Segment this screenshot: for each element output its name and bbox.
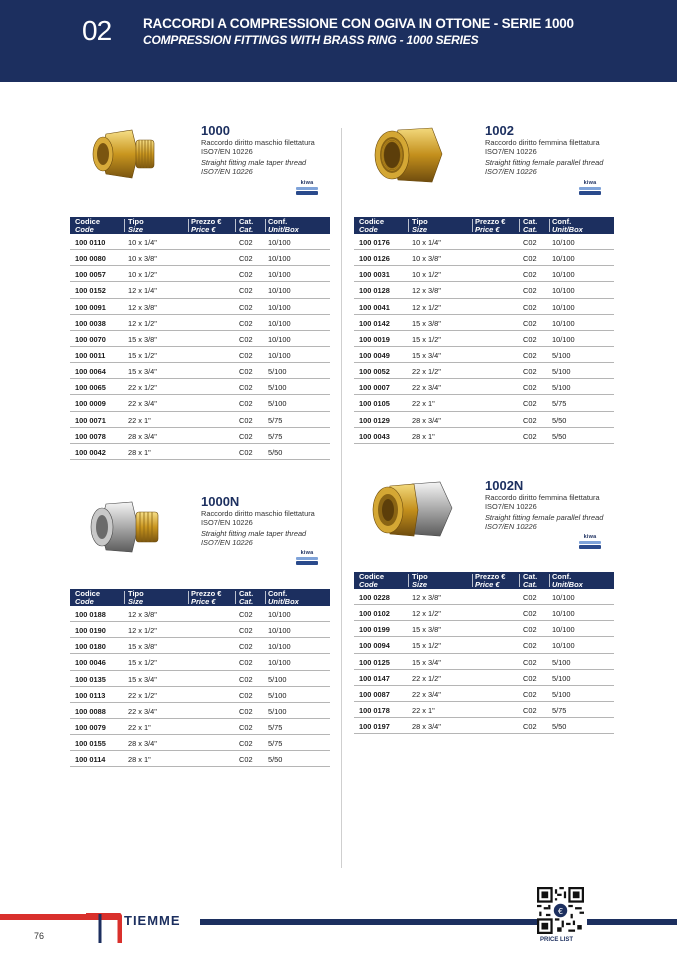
cell-code: 100 0007 [359,383,390,393]
cell-cat: C02 [523,705,537,715]
cell-size: 22 x 1" [412,705,435,715]
cell-size: 15 x 1/2" [412,334,441,344]
cell-code: 100 0070 [75,334,106,344]
cell-conf: 10/100 [552,593,575,602]
cell-conf: 10/100 [268,658,291,668]
cell-size: 15 x 1/2" [412,641,441,651]
table-row [70,444,330,460]
cell-conf: 5/50 [552,431,567,441]
kiwa-certification-logo: kiwa [579,534,601,550]
col-header-code: Codice Code [75,217,101,234]
cell-code: 100 0042 [75,447,106,457]
table-row [354,686,614,702]
cell-conf: 5/100 [552,689,571,699]
cell-size: 15 x 3/4" [412,350,441,360]
cell-code: 100 0147 [359,673,390,683]
cell-cat: C02 [239,286,253,296]
cell-size: 10 x 3/8" [128,254,157,264]
cell-code: 100 0049 [359,350,390,360]
cell-cat: C02 [239,755,253,765]
table-row [354,379,614,395]
cell-cat: C02 [523,399,537,409]
cell-conf: 10/100 [552,609,575,619]
table-row [354,299,614,315]
table-row [70,347,330,363]
cell-code: 100 0031 [359,270,390,280]
cell-cat: C02 [239,626,253,636]
cell-conf: 5/50 [552,722,567,732]
straight-male-fitting-image [86,124,158,184]
cell-code: 100 0142 [359,318,390,328]
cell-cat: C02 [523,334,537,344]
cell-cat: C02 [523,302,537,312]
cell-code: 100 0080 [75,254,106,264]
cell-conf: 10/100 [268,626,291,636]
cell-conf: 5/75 [268,739,283,749]
cell-cat: C02 [523,625,537,635]
cell-conf: 10/100 [268,642,291,652]
cell-code: 100 0113 [75,690,106,700]
product-description-it: Raccordo diritto maschio filettatura ISO7/EN 10226 [201,138,315,156]
col-header-cat: Cat. Cat. [239,217,254,234]
table-row [70,363,330,379]
cell-cat: C02 [239,674,253,684]
cell-cat: C02 [239,302,253,312]
cell-size: 28 x 1" [128,755,151,765]
tiemme-logo: TIEMME [124,913,181,928]
cell-size: 28 x 3/4" [412,415,441,425]
cell-cat: C02 [523,689,537,699]
cell-conf: 10/100 [268,286,291,296]
table-row [70,379,330,395]
cell-conf: 5/100 [552,657,571,667]
straight-female-fitting-image [368,124,450,186]
cell-code: 100 0135 [75,674,106,684]
cell-cat: C02 [523,593,537,602]
table-row [70,282,330,298]
cell-conf: 5/75 [268,415,283,425]
cell-cat: C02 [239,350,253,360]
cell-size: 10 x 1/2" [128,270,157,280]
cell-cat: C02 [239,642,253,652]
cell-code: 100 0091 [75,302,106,312]
cell-conf: 10/100 [268,318,291,328]
cell-size: 10 x 1/4" [128,238,157,247]
cell-cat: C02 [239,722,253,732]
table-row [70,428,330,444]
cell-cat: C02 [239,658,253,668]
product-table [354,572,614,734]
col-header-price: Prezzo € Price € [475,217,506,234]
cell-cat: C02 [523,415,537,425]
cell-code: 100 0129 [359,415,390,425]
table-row [354,589,614,605]
product-description-en: Straight fitting male taper thread ISO7/EN 10226 [201,158,307,176]
col-header-conf: Conf. Unit/Box [268,589,299,606]
product-code: 1002 [485,123,514,138]
table-row [70,606,330,622]
cell-cat: C02 [523,673,537,683]
table-header [70,217,330,234]
page-number: 76 [34,931,45,941]
cell-size: 22 x 1/2" [128,383,157,393]
product-description-it: Raccordo diritto femmina filettatura ISO7/EN 10226 [485,138,600,156]
cell-size: 15 x 3/4" [128,674,157,684]
cell-code: 100 0043 [359,431,390,441]
table-row [354,670,614,686]
table-row [70,250,330,266]
cell-conf: 10/100 [552,254,575,264]
cell-code: 100 0152 [75,286,106,296]
kiwa-certification-logo: kiwa [296,550,318,566]
table-row [354,654,614,670]
cell-cat: C02 [523,350,537,360]
cell-size: 22 x 1" [128,722,151,732]
cell-size: 12 x 1/2" [128,626,157,636]
table-row [354,718,614,734]
cell-size: 22 x 3/4" [128,706,157,716]
product-description-en: Straight fitting female parallel thread ISO7/EN 10226 [485,513,604,531]
col-header-conf: Conf. Unit/Box [268,217,299,234]
product-table [354,217,614,444]
svg-text:€: € [557,906,564,916]
cell-code: 100 0071 [75,415,106,425]
cell-cat: C02 [239,610,253,619]
cell-conf: 10/100 [268,610,291,619]
cell-size: 10 x 3/8" [412,254,441,264]
table-row [354,315,614,331]
cell-cat: C02 [239,690,253,700]
cell-cat: C02 [239,238,253,247]
cell-cat: C02 [523,367,537,377]
col-header-size: Tipo Size [412,572,428,589]
cell-cat: C02 [239,706,253,716]
cell-conf: 5/100 [268,690,287,700]
table-header [70,589,330,606]
table-row [354,621,614,637]
footer-navy-band [200,919,540,925]
cell-conf: 10/100 [268,254,291,264]
cell-size: 22 x 1/2" [128,690,157,700]
cell-cat: C02 [523,383,537,393]
col-header-cat: Cat. Cat. [523,217,538,234]
cell-size: 15 x 1/2" [128,658,157,668]
cell-cat: C02 [523,431,537,441]
col-header-price: Prezzo € Price € [475,572,506,589]
cell-code: 100 0178 [359,705,390,715]
table-row [70,395,330,411]
tiemme-logo-mark [86,913,122,943]
cell-cat: C02 [523,238,537,247]
table-row [70,638,330,654]
cell-code: 100 0064 [75,367,106,377]
cell-size: 22 x 3/4" [412,689,441,699]
cell-size: 12 x 1/2" [128,318,157,328]
table-row [354,395,614,411]
kiwa-certification-logo: kiwa [296,180,318,196]
cell-code: 100 0041 [359,302,390,312]
cell-code: 100 0011 [75,350,106,360]
table-row [70,654,330,670]
cell-size: 15 x 3/4" [412,657,441,667]
cell-cat: C02 [239,270,253,280]
cell-size: 22 x 1/2" [412,673,441,683]
col-header-conf: Conf. Unit/Box [552,217,583,234]
cell-size: 22 x 1" [128,415,151,425]
product-description-it: Raccordo diritto maschio filettatura ISO7/EN 10226 [201,509,315,527]
col-header-cat: Cat. Cat. [523,572,538,589]
table-header [354,217,614,234]
product-code: 1000N [201,494,240,509]
cell-code: 100 0105 [359,399,390,409]
cell-code: 100 0199 [359,625,390,635]
cell-code: 100 0188 [75,610,106,619]
table-row [354,282,614,298]
table-row [354,347,614,363]
table-row [354,702,614,718]
cell-conf: 10/100 [552,286,575,296]
table-row [70,687,330,703]
cell-size: 10 x 1/4" [412,238,441,247]
cell-conf: 5/75 [552,399,567,409]
cell-code: 100 0197 [359,722,390,732]
cell-code: 100 0088 [75,706,106,716]
cell-size: 12 x 1/2" [412,609,441,619]
table-row [354,331,614,347]
cell-code: 100 0190 [75,626,106,636]
cell-code: 100 0128 [359,286,390,296]
cell-conf: 5/100 [268,674,287,684]
cell-cat: C02 [523,657,537,667]
cell-conf: 10/100 [552,641,575,651]
table-row [70,299,330,315]
table-row [354,250,614,266]
cell-cat: C02 [523,286,537,296]
cell-cat: C02 [239,415,253,425]
col-header-cat: Cat. Cat. [239,589,254,606]
cell-code: 100 0078 [75,431,106,441]
table-row [354,363,614,379]
cell-conf: 5/75 [268,722,283,732]
cell-size: 22 x 1/2" [412,367,441,377]
cell-conf: 5/100 [268,399,287,409]
cell-code: 100 0094 [359,641,390,651]
table-row [354,637,614,653]
cell-conf: 5/100 [552,673,571,683]
cell-conf: 5/75 [268,431,283,441]
cell-cat: C02 [239,431,253,441]
footer-navy-band-right [587,919,677,925]
cell-conf: 10/100 [552,270,575,280]
product-table [70,589,330,767]
col-header-code: Codice Code [359,217,385,234]
cell-conf: 5/50 [552,415,567,425]
cell-code: 100 0102 [359,609,390,619]
cell-conf: 10/100 [268,270,291,280]
cell-conf: 5/100 [268,367,287,377]
col-header-price: Prezzo € Price € [191,589,222,606]
cell-code: 100 0176 [359,238,390,247]
product-table [70,217,330,460]
table-row [354,428,614,444]
page-header [0,0,677,82]
cell-cat: C02 [523,641,537,651]
col-header-size: Tipo Size [128,589,144,606]
cell-cat: C02 [239,399,253,409]
cell-conf: 5/100 [552,383,571,393]
cell-size: 12 x 1/2" [412,302,441,312]
product-code: 1000 [201,123,230,138]
cell-code: 100 0065 [75,383,106,393]
cell-conf: 10/100 [552,238,575,247]
table-row [70,315,330,331]
table-row [70,412,330,428]
table-row [354,266,614,282]
cell-conf: 10/100 [268,302,291,312]
cell-code: 100 0125 [359,657,390,667]
cell-size: 10 x 1/2" [412,270,441,280]
straight-male-fitting-nickel-image [84,494,162,560]
cell-conf: 5/100 [552,367,571,377]
cell-cat: C02 [523,609,537,619]
cell-code: 100 0038 [75,318,106,328]
cell-size: 12 x 3/8" [412,286,441,296]
cell-code: 100 0180 [75,642,106,652]
table-row [70,234,330,250]
cell-size: 12 x 1/4" [128,286,157,296]
cell-conf: 5/100 [268,706,287,716]
cell-conf: 5/100 [552,350,571,360]
cell-size: 22 x 3/4" [128,399,157,409]
cell-size: 28 x 1" [412,431,435,441]
table-row [70,266,330,282]
col-header-size: Tipo Size [128,217,144,234]
cell-conf: 10/100 [552,334,575,344]
cell-code: 100 0052 [359,367,390,377]
table-row [354,412,614,428]
column-divider [341,128,342,868]
cell-size: 15 x 3/8" [128,334,157,344]
cell-code: 100 0057 [75,270,106,280]
kiwa-certification-logo: kiwa [579,180,601,196]
cell-conf: 10/100 [552,302,575,312]
table-row [70,735,330,751]
cell-code: 100 0019 [359,334,390,344]
cell-cat: C02 [523,722,537,732]
cell-cat: C02 [239,367,253,377]
product-description-en: Straight fitting male taper thread ISO7/EN 10226 [201,529,307,547]
product-description-en: Straight fitting female parallel thread ISO7/EN 10226 [485,158,604,176]
cell-cat: C02 [239,739,253,749]
cell-code: 100 0079 [75,722,106,732]
col-header-code: Codice Code [359,572,385,589]
cell-code: 100 0114 [75,755,106,765]
table-row [70,671,330,687]
cell-cat: C02 [523,318,537,328]
cell-size: 12 x 3/8" [128,302,157,312]
cell-code: 100 0110 [75,238,106,247]
cell-size: 28 x 1" [128,447,151,457]
cell-conf: 10/100 [268,238,291,247]
cell-conf: 5/75 [552,705,567,715]
table-row [70,751,330,767]
cell-size: 28 x 3/4" [412,722,441,732]
cell-cat: C02 [239,254,253,264]
cell-conf: 5/100 [268,383,287,393]
table-row [70,703,330,719]
cell-cat: C02 [239,318,253,328]
product-description-it: Raccordo diritto femmina filettatura ISO7/EN 10226 [485,493,600,511]
cell-code: 100 0087 [359,689,390,699]
cell-cat: C02 [523,270,537,280]
cell-conf: 5/50 [268,447,283,457]
cell-size: 28 x 3/4" [128,431,157,441]
cell-code: 100 0126 [359,254,390,264]
qr-code-icon[interactable] [537,887,584,934]
table-row [70,719,330,735]
cell-conf: 10/100 [268,350,291,360]
cell-size: 28 x 3/4" [128,739,157,749]
cell-conf: 10/100 [268,334,291,344]
table-row [354,234,614,250]
cell-conf: 10/100 [552,625,575,635]
col-header-size: Tipo Size [412,217,428,234]
cell-size: 12 x 3/8" [128,610,157,619]
cell-size: 15 x 3/8" [128,642,157,652]
cell-code: 100 0228 [359,593,390,602]
cell-size: 22 x 3/4" [412,383,441,393]
cell-cat: C02 [239,334,253,344]
cell-conf: 10/100 [552,318,575,328]
product-code: 1002N [485,478,524,493]
table-header [354,572,614,589]
cell-code: 100 0155 [75,739,106,749]
cell-size: 15 x 3/4" [128,367,157,377]
cell-size: 15 x 3/8" [412,625,441,635]
cell-cat: C02 [239,447,253,457]
cell-size: 22 x 1" [412,399,435,409]
table-row [354,605,614,621]
cell-cat: C02 [523,254,537,264]
col-header-code: Codice Code [75,589,101,606]
chapter-number: 02 [82,15,112,46]
page-title-italian: RACCORDI A COMPRESSIONE CON OGIVA IN OTTONE - SERIE 1000 [143,16,574,31]
cell-code: 100 0046 [75,658,106,668]
col-header-price: Prezzo € Price € [191,217,222,234]
table-row [70,331,330,347]
cell-size: 15 x 3/8" [412,318,441,328]
cell-size: 12 x 3/8" [412,593,441,602]
cell-conf: 5/50 [268,755,283,765]
price-list-label: PRICE LIST [540,937,574,943]
cell-cat: C02 [239,383,253,393]
col-header-conf: Conf. Unit/Box [552,572,583,589]
cell-code: 100 0009 [75,399,106,409]
straight-female-fitting-nickel-image [368,478,456,542]
table-row [70,622,330,638]
page-title-english: COMPRESSION FITTINGS WITH BRASS RING - 1000 SERIES [143,33,479,47]
cell-size: 15 x 1/2" [128,350,157,360]
